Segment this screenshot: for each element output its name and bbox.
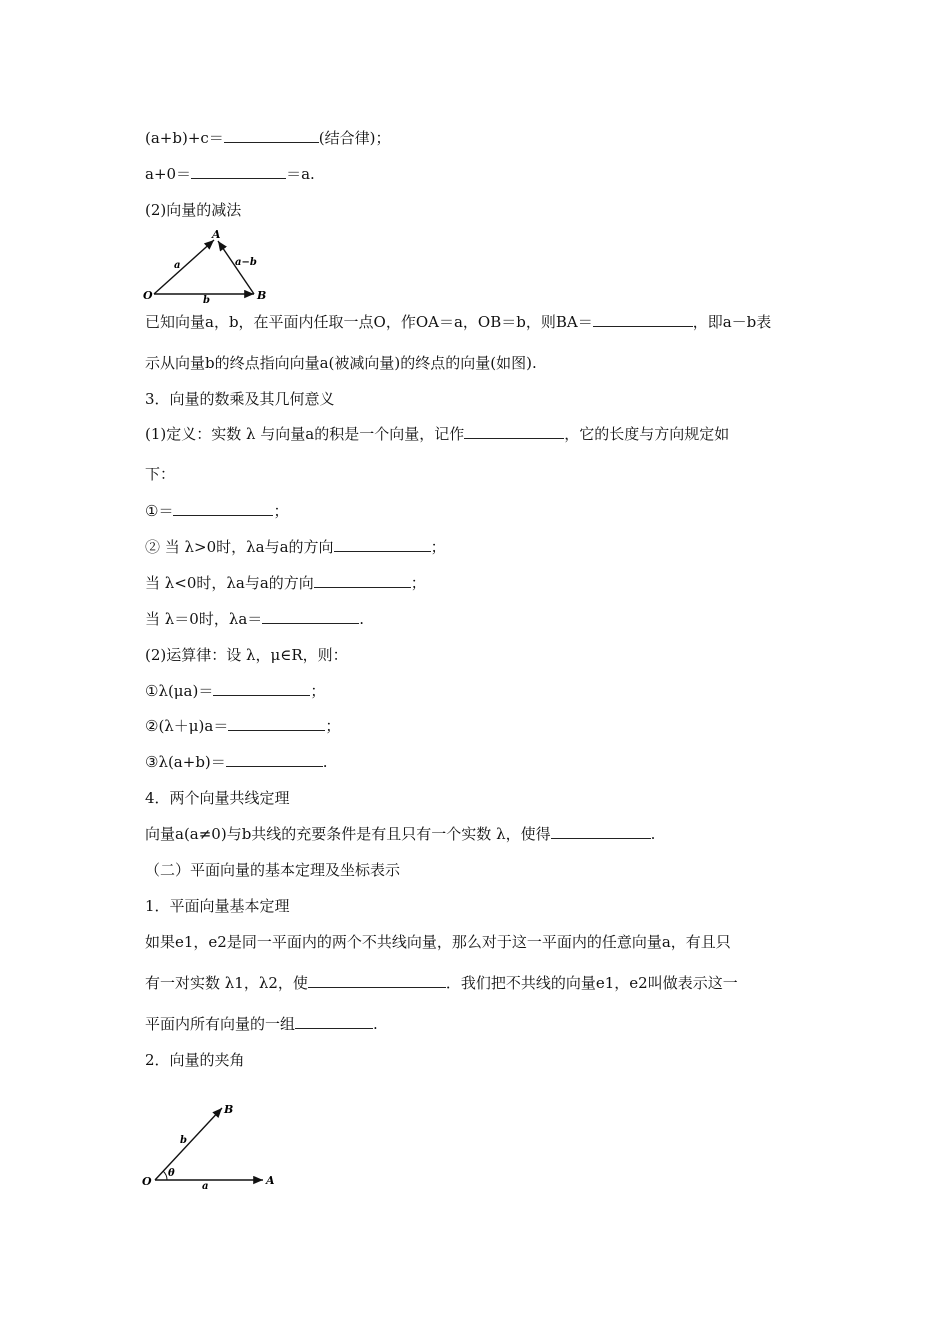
- line-text: ①＝: [145, 502, 174, 520]
- text-line: [145, 573, 426, 593]
- text-line: 4．两个向量共线定理: [145, 789, 290, 807]
- vector-subtraction-figure: [140, 225, 280, 305]
- text-line: [145, 312, 771, 332]
- text-line: （二）平面向量的基本定理及坐标表示: [145, 861, 401, 879]
- point-a-label: A: [212, 228, 221, 241]
- text-line: (2)运算律：设 λ，μ∈R，则：: [145, 646, 348, 664]
- line-text: ，它的长度与方向规定如: [564, 425, 730, 443]
- line-text: 有一对实数 λ1，λ2，使: [145, 974, 308, 992]
- blank: [334, 537, 431, 552]
- vector-b-arrow: [155, 1108, 222, 1180]
- line-text: ＝a.: [286, 165, 315, 183]
- blank: [173, 501, 273, 516]
- blank: [262, 609, 359, 624]
- blank: [551, 824, 651, 839]
- line-text: 当 λ＝0时，λa＝: [145, 610, 263, 628]
- blank: [464, 424, 564, 439]
- blank: [593, 312, 693, 327]
- line-text: (1)定义：实数 λ 与向量a的积是一个向量，记作: [145, 425, 465, 443]
- text-line: 1．平面向量基本定理: [145, 897, 290, 915]
- angle-theta-label: θ: [168, 1168, 175, 1179]
- line-text: ．我们把不共线的向量e1，e2叫做表示这一: [445, 974, 738, 992]
- blank: [314, 573, 411, 588]
- text-line: 如果e1，e2是同一平面内的两个不共线向量，那么对于这一平面内的任意向量a，有且只: [145, 933, 731, 951]
- line-text: ②(λ＋μ)a＝: [145, 717, 229, 735]
- blank: [226, 752, 323, 767]
- text-line: (2)向量的减法: [145, 201, 242, 219]
- point-o-label: O: [142, 1175, 152, 1188]
- line-text: 向量a(a≠0)与b共线的充要条件是有且只有一个实数 λ，使得: [145, 825, 551, 843]
- vector-angle-figure: [140, 1098, 280, 1190]
- line-text: (a+b)+c＝: [145, 129, 224, 147]
- line-text: ；: [310, 682, 326, 700]
- vector-a-arrow: [154, 240, 214, 294]
- text-line: [145, 128, 391, 148]
- line-text: ①λ(μa)＝: [145, 682, 214, 700]
- vector-b-label: b: [180, 1135, 187, 1146]
- line-text: 平面内所有向量的一组: [145, 1015, 296, 1033]
- text-line: [145, 609, 364, 629]
- point-o-label: O: [143, 289, 153, 302]
- line-text: 当 λ<0时，λa与a的方向: [145, 574, 314, 592]
- angle-arc: [163, 1171, 167, 1180]
- text-line: [145, 716, 340, 736]
- line-text: ② 当 λ>0时，λa与a的方向: [145, 538, 334, 556]
- text-line: [145, 424, 729, 444]
- text-line: 下：: [145, 465, 176, 483]
- text-line: [145, 164, 315, 184]
- line-text: ；: [325, 717, 341, 735]
- blank: [308, 973, 446, 988]
- vector-a-label: a: [202, 1181, 209, 1190]
- text-line: [145, 1014, 378, 1034]
- text-line: [145, 501, 288, 521]
- vector-b-label: b: [203, 295, 210, 305]
- text-line: [145, 824, 655, 844]
- line-text: ；: [410, 574, 426, 592]
- point-b-label: B: [224, 1103, 234, 1116]
- line-text: (结合律)；: [318, 129, 391, 147]
- text-line: 2．向量的夹角: [145, 1051, 245, 1069]
- blank: [191, 164, 286, 179]
- blank: [295, 1014, 373, 1029]
- line-text: .: [322, 753, 328, 771]
- text-line: 示从向量b的终点指向向量a(被减向量)的终点的向量(如图).: [145, 354, 537, 372]
- line-text: ；: [430, 538, 446, 556]
- line-text: .: [359, 610, 365, 628]
- blank: [228, 716, 325, 731]
- point-b-label: B: [257, 289, 267, 302]
- point-a-label: A: [266, 1174, 275, 1187]
- text-line: [145, 681, 325, 701]
- line-text: .: [373, 1015, 378, 1033]
- text-line: [145, 973, 738, 993]
- line-text: a+0＝: [145, 165, 192, 183]
- blank: [213, 681, 310, 696]
- line-text: ③λ(a+b)＝: [145, 753, 226, 771]
- text-line: [145, 752, 328, 772]
- line-text: ，即a－b表: [692, 313, 772, 331]
- line-text: .: [650, 825, 656, 843]
- text-line: [145, 537, 446, 557]
- line-text: ；: [273, 502, 289, 520]
- vector-a-label: a: [174, 260, 181, 271]
- text-line: 3．向量的数乘及其几何意义: [145, 390, 335, 408]
- line-text: 已知向量a，b，在平面内任取一点O，作OA＝a，OB＝b，则BA＝: [145, 313, 593, 331]
- vector-a-minus-b-label: a−b: [235, 257, 257, 268]
- blank: [224, 128, 319, 143]
